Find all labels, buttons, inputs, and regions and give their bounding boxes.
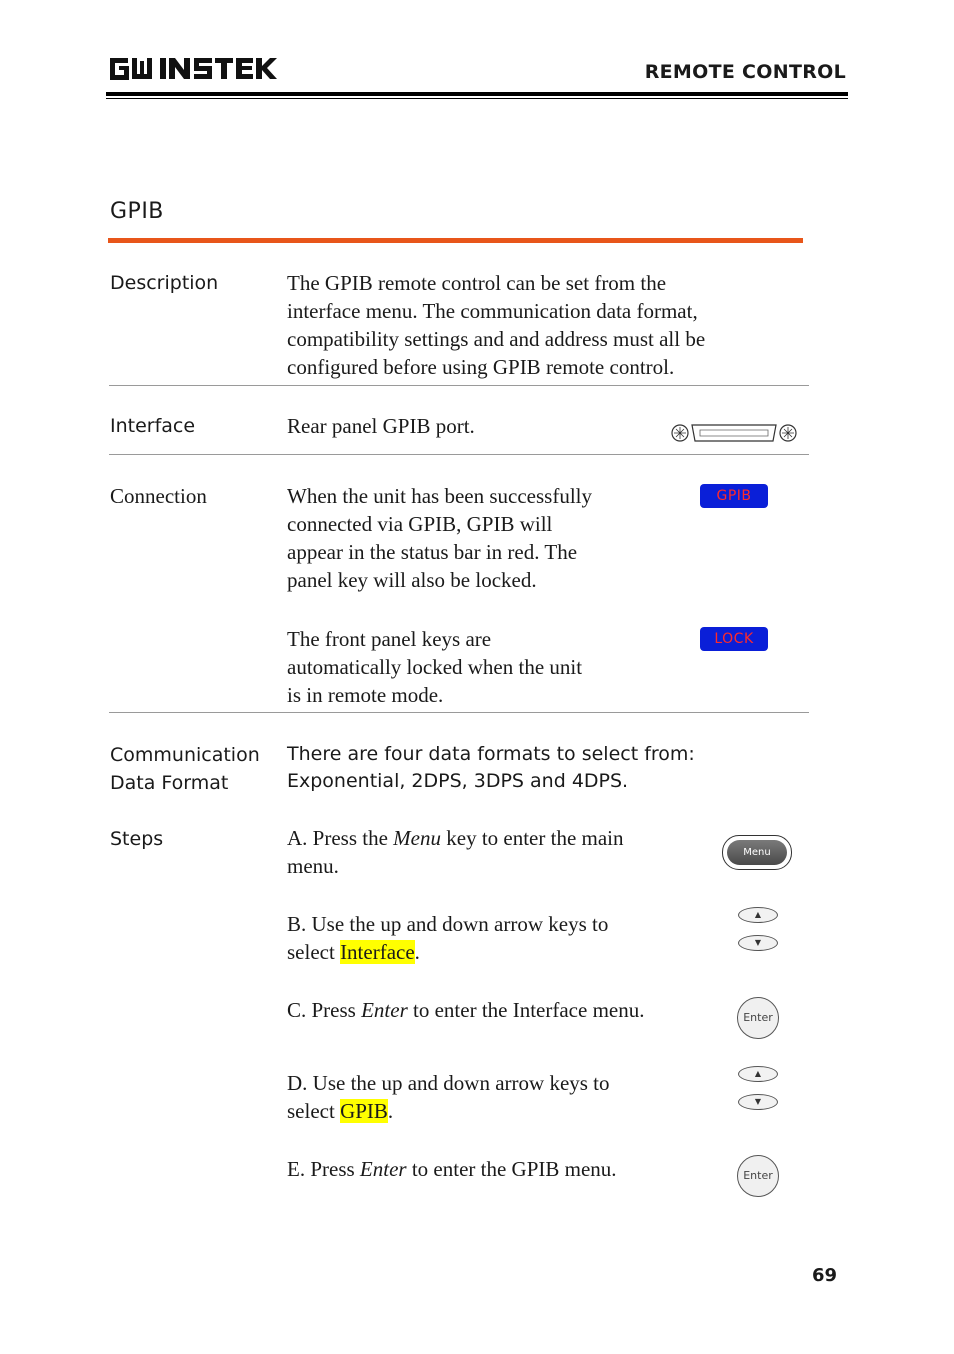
header-section-label: REMOTE CONTROL xyxy=(644,61,846,83)
data-format-label: Communication Data Format xyxy=(110,744,260,794)
row-divider xyxy=(109,385,809,386)
step-c: C. Press Enter to enter the Interface menu. xyxy=(287,998,645,1022)
connection-label: Connection xyxy=(110,484,207,508)
description-label: Description xyxy=(110,272,219,294)
row-divider xyxy=(109,454,809,455)
step-e: E. Press Enter to enter the GPIB menu. xyxy=(287,1157,617,1181)
header-rule-thin xyxy=(106,98,848,99)
step-b: B. Use the up and down arrow keys to select Interface. xyxy=(287,912,609,964)
enter-key[interactable]: Enter xyxy=(737,997,779,1039)
steps-label: Steps xyxy=(110,828,164,850)
down-arrow-key[interactable]: ▼ xyxy=(738,1094,778,1110)
page-number: 69 xyxy=(812,1265,838,1286)
step-a: A. Press the Menu key to enter the main menu. xyxy=(287,826,624,878)
menu-key[interactable] xyxy=(722,835,792,870)
section-title-rule xyxy=(108,238,803,243)
gpib-port-icon xyxy=(670,420,798,451)
lock-status-badge: LOCK xyxy=(700,627,768,651)
interface-text: Rear panel GPIB port. xyxy=(287,414,475,438)
highlight-interface: Interface xyxy=(340,940,415,964)
header-rule xyxy=(106,92,848,96)
highlight-gpib: GPIB xyxy=(340,1099,388,1123)
up-arrow-key[interactable]: ▲ xyxy=(738,1066,778,1082)
interface-label: Interface xyxy=(110,415,196,437)
menu-key-label: Menu xyxy=(727,840,787,865)
description-text: The GPIB remote control can be set from the interface menu. The communication data format, compatibility settings and and address must all be configured before using GPIB remote control. xyxy=(287,271,706,379)
row-divider xyxy=(109,712,809,713)
data-format-text: There are four data formats to select from: Exponential, 2DPS, 3DPS and 4DPS. xyxy=(287,743,695,792)
enter-key[interactable]: Enter xyxy=(737,1155,779,1197)
section-title: GPIB xyxy=(110,199,164,224)
connection-text-2: The front panel keys are automatically locked when the unit is in remote mode. xyxy=(287,627,583,707)
gpib-status-badge: GPIB xyxy=(700,484,768,508)
connection-text-1: When the unit has been successfully connected via GPIB, GPIB will appear in the status bar in red. The panel key will also be locked. xyxy=(287,484,592,592)
gw-instek-logo xyxy=(108,52,280,86)
up-arrow-key[interactable]: ▲ xyxy=(738,907,778,923)
down-arrow-key[interactable]: ▼ xyxy=(738,935,778,951)
step-d: D. Use the up and down arrow keys to select GPIB. xyxy=(287,1071,610,1123)
